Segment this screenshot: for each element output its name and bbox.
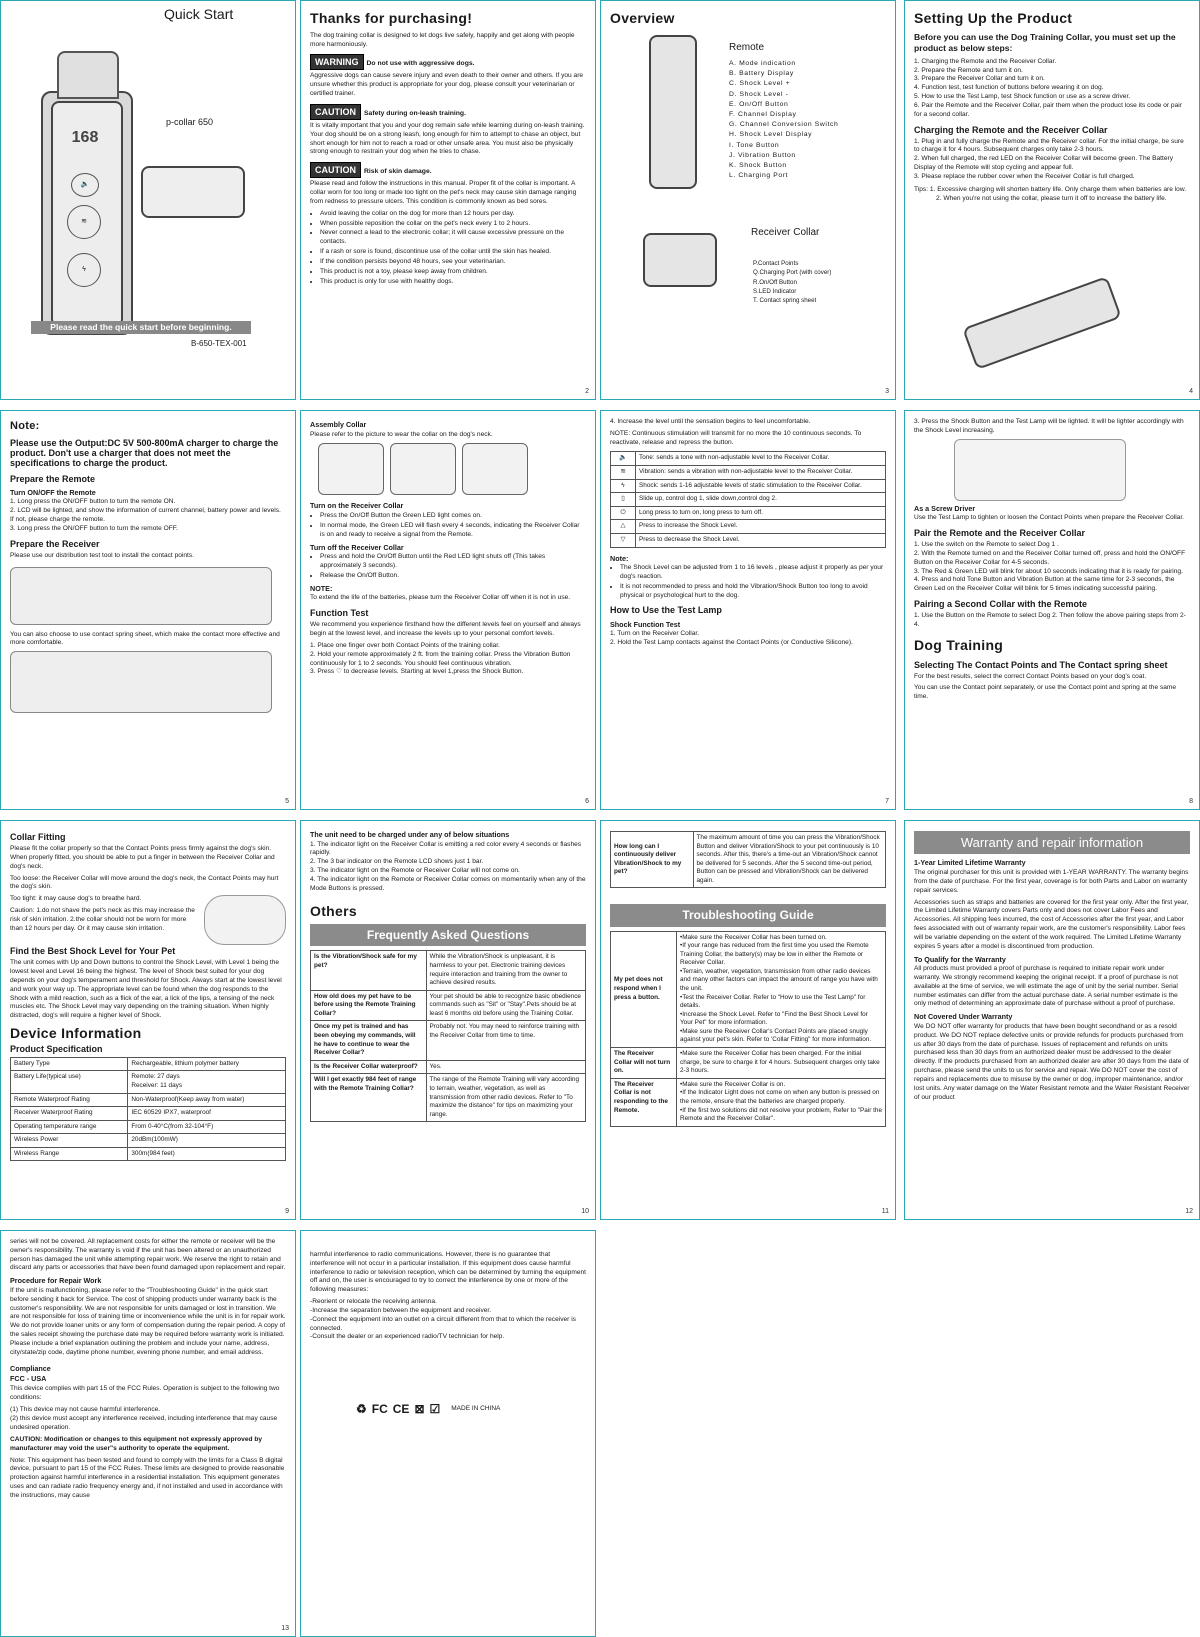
list-item: 2. Hold the Test Lamp contacts against the Contact Points (or Conductive Silicone). bbox=[610, 639, 853, 646]
list-item: J. Vibration Button bbox=[729, 151, 796, 159]
setup-lead: Before you can use the Dog Training Collar, you must set up the product as below steps: bbox=[914, 31, 1176, 54]
list-item: -Reorient or relocate the receiving antenna. bbox=[310, 1298, 437, 1306]
tips: Tips: 1. Excessive charging will shorten battery life. Only charge them when batteries are low. bbox=[914, 185, 1187, 193]
table-row bbox=[11, 1057, 286, 1071]
remote-heading: Remote bbox=[729, 42, 765, 53]
table-row bbox=[611, 452, 886, 466]
level-text: The unit comes with Up and Down buttons to control the Shock Level, with Level 1 being the lowest level and Level 16 being the highest. The level of Shock best suited for your dog depends on your dog's temperament and threshold for Shock. Always start at the lowest level and work your way up. The appropriate level can be found when the dog responds to the Shock with a mild reaction, such as a flick of the ear, a lick of the lips, a tensing of the neck muscles etc. The Shock Level may vary depending on the training situation. When highly distracted, dog's will require a higher level of Shock. bbox=[10, 959, 282, 1020]
list-item: E. On/Off Button bbox=[729, 100, 789, 108]
switch-icon: ▯ bbox=[611, 493, 636, 507]
list-item: R.On/Off Button bbox=[753, 278, 797, 286]
intro-text: The dog training collar is designed to let dogs live safely, happily and get along with people more harmoniously. bbox=[310, 31, 575, 48]
table-row bbox=[611, 466, 886, 480]
shock-button-icon: ϟ bbox=[67, 253, 101, 287]
repair-text: If the unit is malfunctioning, please refer to the "Troubleshooting Guide" in the quick start before sending it back for Service. The cost of shipping products under warranty back is the customer's responsibility. We are not responsible for units damaged or lost in transition. We are not responsible for loss of training time or inconvenience while the unit is in for repair work. We do not provide loaner units or any form of compensation during the repair period. A copy of the sales receipt showing the purchase date may be required before warranty work is initiated. Please include a brief explanation outlining the problem and include your name, address, city/state/zip code, daytime phone number, evening phone number, and email address. bbox=[10, 1286, 286, 1356]
caution-text: CAUTION: Modification or changes to this equipment not expressly approved by manufacturer may void the user"s authority to operate the equipment. bbox=[10, 1436, 263, 1452]
caution-tag: CAUTION bbox=[310, 104, 361, 120]
receiver-diagram bbox=[643, 233, 717, 287]
function-text: We recommend you experience firsthand how the different levels feel on yourself and always begin at the lowest level, and increase the levels up to your personal comfort levels. bbox=[310, 621, 581, 638]
warranty-text: The original purchaser for this unit is provided with 1-YEAR WARRANTY. The warranty begins from the date of purchase. For the first year, coverage is for both Parts and Labor on warranty repair services. bbox=[914, 869, 1189, 894]
list-item: 1. Charging the Remote and the Receiver Collar. bbox=[914, 57, 1057, 65]
page-number: 13 bbox=[281, 1624, 289, 1632]
spec-value: IEC 60529 IPX7, waterproof bbox=[128, 1107, 286, 1121]
list-item: -Increase the separation between the equipment and receiver. bbox=[310, 1306, 492, 1314]
page-number: 7 bbox=[885, 797, 889, 805]
panel-pairing bbox=[904, 410, 1200, 810]
receiver-text: Please use our distribution test tool to install the contact points. bbox=[10, 551, 194, 559]
section-title: Device Information bbox=[10, 1025, 142, 1042]
caution-tag: CAUTION bbox=[310, 162, 361, 178]
table-row bbox=[11, 1093, 286, 1107]
list-item: D. Shock Level - bbox=[729, 90, 789, 98]
troubleshooting-table bbox=[610, 931, 886, 1127]
spec-label: Operating temperature range bbox=[11, 1120, 128, 1134]
warning-title: Do not use with aggressive dogs. bbox=[366, 60, 475, 68]
intro-text: 4. Increase the level until the sensation begins to feel uncomfortable. bbox=[610, 418, 811, 425]
list-item: P.Contact Points bbox=[753, 260, 799, 267]
note-text: Please use the Output:DC 5V 500-800mA charger to charge the product. Don't use a charger that does not meet the specifications to charge the product. bbox=[10, 437, 279, 469]
made-in: MADE IN CHINA bbox=[451, 1404, 501, 1412]
faq-question: Once my pet is trained and has been obeying my commands, will he have to continue to wear the Receiver Collar? bbox=[311, 1021, 427, 1060]
vibration-icon: ≋ bbox=[611, 466, 636, 480]
spec-label: Wireless Range bbox=[11, 1147, 128, 1161]
page-number: 9 bbox=[285, 1207, 289, 1215]
list-item: A. Mode indication bbox=[729, 60, 796, 67]
section-heading: To Qualify for the Warranty bbox=[914, 954, 1006, 964]
table-row bbox=[611, 1048, 886, 1079]
intro-note: NOTE: Continuous stimulation will transmit for no more the 10 continuous seconds. To reactivate, release and repress the button. bbox=[610, 429, 862, 446]
panel-title: Thanks for purchasing! bbox=[310, 10, 473, 26]
section-heading: Selecting The Contact Points and The Contact spring sheet bbox=[914, 659, 1168, 670]
list-item: 3. Please replace the rubber cover when the Receiver Collar is full charged. bbox=[914, 172, 1135, 180]
page-number: 4 bbox=[1189, 387, 1193, 395]
list-item: • The Shock Level can be adjusted from 1 to 16 levels , please adjust it properly as per your dog's reaction. bbox=[620, 564, 886, 582]
warning-heading bbox=[310, 54, 586, 70]
section-heading: Prepare the Receiver bbox=[10, 538, 100, 549]
list-item: 3. Prepare the Receiver Collar and turn it on. bbox=[914, 75, 1045, 83]
sub-heading: Shock Function Test bbox=[610, 619, 681, 629]
section-heading: Charging the Remote and the Receiver Collar bbox=[914, 124, 1108, 135]
page-title: Quick Start bbox=[164, 6, 234, 22]
table-row bbox=[311, 1021, 586, 1060]
list-item: 1. Use the Button on the Remote to select Dog 2. Then follow the above pairing steps from 2-4. bbox=[914, 612, 1186, 629]
spec-value: Non-Waterproof(Keep away from water) bbox=[128, 1093, 286, 1107]
warranty-text: All products must provided a proof of purchase is required to initiate repair work under warranty. We strongly recommend keeping the original receipt. If a proof of purchase is not available at the time of service, we will estimate the age of unit by the serial number. Serial number estimates can differ from the actual purchase date. A serial number estimate is the only method of determining an approximate date of purchase without a proof of purchase. bbox=[914, 965, 1179, 1008]
increase-icon: △ bbox=[611, 520, 636, 534]
warning-tag: WARNING bbox=[310, 54, 364, 70]
caution-title: Safety during on-leash training. bbox=[364, 109, 466, 117]
section-title: Dog Training bbox=[914, 636, 1004, 653]
list-item: T. Contact spring sheet bbox=[753, 297, 817, 305]
vibration-button-icon: ≋ bbox=[67, 205, 101, 239]
ce-mark-icon: CE bbox=[392, 1402, 410, 1416]
section-heading: Pairing a Second Collar with the Remote bbox=[914, 599, 1088, 610]
problem: The Receiver Collar is not responding to the Remote. bbox=[611, 1078, 677, 1126]
table-cell: Vibration: sends a vibration with non-adjustable level to the Receiver Collar. bbox=[636, 466, 886, 480]
table-row bbox=[311, 951, 586, 990]
section-heading: Not Covered Under Warranty bbox=[914, 1012, 1013, 1022]
list-item: 6. Pair the Remote and the Receiver Collar, pair them when the product lose its code or pair for a second collar. bbox=[914, 101, 1182, 118]
solution: •Make sure the Receiver Collar has been turned on. •If your range has reduced from the first time you used the Remote Training Collar, the battery(s) may be low in either the Remote or Receiver Collar. •Terrain, weather, vegetation, transmission from other radio devices and many other factors can impact the amount of range you have with the unit. •Test the Receiver Collar. Refer to "How to use the Test Lamp" for details. •Increase the Shock Level. Refer to "Find the Best Shock Level for Your Pet" for more information. •Make sure the Receiver Collar's Contact Points are placed snugly against your pet's skin. Refer to 'Collar Fitting" for more information. bbox=[677, 931, 886, 1048]
section-heading: Assembly Collar bbox=[310, 420, 367, 429]
screw-text: Use the Test Lamp to tighten or loosen the Contact Points when prepare the Receiver Collar. bbox=[914, 514, 1185, 522]
select-text: You can use the Contact point separately, or use the Contact point and spring at the same time. bbox=[914, 684, 1177, 701]
list-item: 5. How to use the Test Lamp, test Shock function or use as a screw driver. bbox=[914, 93, 1131, 101]
list-item: 2. When full charged, the red LED on the Receiver Collar will become green. The Battery Display of the Remote will stop cycling and appear full. bbox=[914, 155, 1173, 172]
list-item: • If the condition persists beyond 48 hours, see your veterinarian. bbox=[320, 258, 586, 267]
spec-value: From 0-40°C(from 32-104°F) bbox=[128, 1120, 286, 1134]
setup-steps bbox=[914, 58, 1190, 120]
page-number: 11 bbox=[881, 1207, 889, 1215]
panel-quick-start bbox=[0, 0, 296, 400]
section-heading: Function Test bbox=[310, 608, 369, 619]
section-heading: Procedure for Repair Work bbox=[10, 1276, 102, 1286]
spec-value: 20dBm(100mW) bbox=[128, 1134, 286, 1148]
section-heading: As a Screw Driver bbox=[914, 503, 976, 513]
table-row bbox=[11, 1120, 286, 1134]
faq-answer: The range of the Remote Training will vary according to terrain, weather, vegetation, as well as transmission from other radio devices. Refer to "To maximize the distance" for tips on maximizing your range. bbox=[426, 1074, 586, 1122]
section-heading: Pair the Remote and the Receiver Collar bbox=[914, 528, 1086, 539]
sub-heading: Turn ON/OFF the Remote bbox=[10, 487, 96, 497]
note-heading: Note: bbox=[10, 420, 40, 432]
panel-overview bbox=[600, 0, 896, 400]
fcc-condition: (1) This device may not cause harmful interference. bbox=[10, 1405, 161, 1413]
contact-install-illustration bbox=[10, 567, 272, 625]
section-heading: Find the Best Shock Level for Your Pet bbox=[10, 946, 176, 957]
table-row bbox=[611, 493, 886, 507]
product-name: p-collar 650 bbox=[166, 117, 214, 127]
recycle-icon: ♻ bbox=[356, 1402, 367, 1416]
weee-bin-icon: ⊠ bbox=[414, 1402, 425, 1416]
note-heading: Note: bbox=[610, 553, 629, 563]
list-item: 4. Press and hold Tone Button and Vibration Button at the same time for 2-3 seconds, the Green Led on the Receiver Collar will blink for 5 times indicating successful pairing. bbox=[914, 576, 1175, 593]
shock-icon: ϟ bbox=[611, 479, 636, 493]
button-function-table bbox=[610, 451, 886, 547]
table-row bbox=[11, 1134, 286, 1148]
table-row bbox=[311, 1074, 586, 1122]
list-item: 4. The indicator light on the Remote or Receiver Collar comes on momentarily when any of the Mode Buttons is pressed. bbox=[310, 875, 586, 892]
list-item: 1. The indicator light on the Receiver Collar is emitting a red color every 4 seconds or flashes rapidly. bbox=[310, 840, 582, 857]
test-lamp-step: 3. Press the Shock Button and the Test Lamp will be lighted. It will be lighter accordingly with the Shock Level increasing. bbox=[914, 418, 1184, 434]
faq-answer: Your pet should be able to recognize basic obedience commands such as "Sit" or "Stay".Pets should be at least 6 months old before using the Training Collar. bbox=[426, 990, 586, 1021]
faq-banner: Frequently Asked Questions bbox=[310, 924, 586, 946]
tight-text: Too tight: it may cause dog's to breathe hard. bbox=[10, 895, 142, 903]
panel-thanks bbox=[300, 0, 596, 400]
list-item: B. Battery Display bbox=[729, 70, 794, 78]
list-item: -Consult the dealer or an experienced radio/TV technician for help. bbox=[310, 1333, 505, 1341]
section-heading: Turn on the Receiver Collar bbox=[310, 501, 404, 511]
spec-label: Battery Life(typical use) bbox=[11, 1071, 128, 1093]
table-row bbox=[611, 832, 886, 888]
panel-title: Overview bbox=[610, 10, 675, 26]
list-item: L. Charging Port bbox=[729, 172, 789, 180]
faq-question: Is the Vibration/Shock safe for my pet? bbox=[311, 951, 427, 990]
list-item: 2. Hold your remote approximately 2 ft. from the training collar. Press the Vibration Button continuously for 1 to 2 seconds. You should feel continuous vibration. bbox=[310, 650, 571, 667]
section-heading: How to Use the Test Lamp bbox=[610, 605, 722, 616]
page-number: 10 bbox=[581, 1207, 589, 1215]
fit-text: Please fit the collar properly so that the Contact Points press firmly against the dog's skin. When properly fitted, you should be able to put a finger in between the Receiver Collar and dog's neck. bbox=[10, 845, 275, 870]
list-item: G. Channel Conversion Switch bbox=[729, 121, 839, 129]
caution-heading bbox=[310, 104, 586, 120]
list-item: 2. Prepare the Remote and turn it on. bbox=[914, 66, 1023, 74]
list-item: 2. LCD will be lighted, and show the information of current channel, battery power and levels. If not, please charge the remote. bbox=[10, 507, 281, 524]
list-item: 3. Long press the ON/OFF button to turn the remote OFF. bbox=[10, 524, 178, 532]
note-text: Note: This equipment has been tested and found to comply with the limits for a Class B digital device, pursuant to part 15 of the FCC Rules. These limits are designed to provide reasonable protection against harmful interference in a residential installation. This equipment generates uses and can radiate radio frequency energy and, if not installed and used in accordance with the instructions, may cause bbox=[10, 1456, 285, 1499]
list-item: I. Tone Button bbox=[729, 141, 780, 149]
table-row bbox=[311, 990, 586, 1021]
receiver-illustration bbox=[141, 166, 245, 218]
table-cell: Shock: sends 1-16 adjustable levels of static stimulation to the Receiver Collar. bbox=[636, 479, 886, 493]
faq-table bbox=[310, 950, 586, 1122]
list-item: 4. Function test, test function of buttons before wearing it on dog. bbox=[914, 84, 1104, 92]
list-item: S.LED Indicator bbox=[753, 287, 797, 295]
spec-table bbox=[10, 1057, 286, 1162]
spec-label: Receiver Waterproof Rating bbox=[11, 1107, 128, 1121]
list-item: 3. The indicator light on the Remote or Receiver Collar will not come on. bbox=[310, 867, 520, 875]
dog-illustration bbox=[204, 895, 286, 945]
table-row bbox=[611, 1078, 886, 1126]
receiver-heading: Receiver Collar bbox=[751, 227, 820, 238]
receiver-parts-list bbox=[753, 259, 831, 305]
warning-text: Aggressive dogs can cause severe injury and even death to their owner and others. If you are unsure whether this product is appropriate for your dog, please consult your veterinarian or certified trainer. bbox=[310, 72, 584, 98]
remote-diagram bbox=[649, 35, 697, 189]
solution: •Make sure the Receiver Collar is on. •If the Indicator Light does not come on when any button is pressed on the remote, ensure that the batteries are charged properly. •If the first two solutions did not resolve your problem, Refer to "Pair the Remote and the Receiver Collar". bbox=[677, 1078, 886, 1126]
checkmark-icon: ☑ bbox=[429, 1402, 441, 1416]
panel-warranty bbox=[904, 820, 1200, 1220]
list-item: • This product is only for use with healthy dogs. bbox=[320, 278, 586, 287]
spec-value: 300m(984 feet) bbox=[128, 1147, 286, 1161]
list-item: 2. With the Remote turned on and the Receiver Collar turned off, press and hold the ON/OFF Button on the Receiver Collar for 4-5 seconds. bbox=[914, 550, 1186, 566]
panel-assembly bbox=[300, 410, 596, 810]
troubleshooting-banner: Troubleshooting Guide bbox=[610, 904, 886, 926]
solution: •Make sure the Receiver Collar has been charged. For the initial charge, be sure to charge it for 4 hours. Subsequent charges only take 2-3 hours. bbox=[677, 1048, 886, 1079]
caution-text: Please read and follow the instructions in this manual. Proper fit of the collar is important. A collar worn for too long or made too tight on the pet's neck may cause skin damage ranging from redness to pressure ulcers. This condition is commonly known as bed sores. bbox=[310, 180, 577, 205]
warranty-text: We DO NOT offer warranty for products that have been bought secondhand or as a resold product. We DO NOT replace defective units or provide refunds for products purchased from us after 30 days from the date of purchase. Issues of replacement and refunds on units purchased less than 30 days from an authorized dealer must be addressed to the dealer directly. If the products purchased from an authorized dealer are after 30 days from the date of purchase, please send the units to us for service and repair. We DO NOT cover the cost of repairs and replacements due to misuse by the owner or dog, improper maintenance, and/or lost units. Any water damage on the Water Resistant remote and the Water Resistant Receiver of our product bbox=[914, 1022, 1190, 1101]
list-item: H. Shock Level Display bbox=[729, 131, 813, 139]
panel-faq bbox=[300, 820, 596, 1220]
sub-heading: FCC - USA bbox=[10, 1374, 47, 1384]
panel-troubleshooting bbox=[600, 820, 896, 1220]
page-number: 6 bbox=[585, 797, 589, 805]
faq-answer: Yes. bbox=[426, 1060, 586, 1074]
test-lamp-illustration bbox=[954, 439, 1126, 501]
caution-text: It is vitally important that you and your dog remain safe while learning during on-leash training. Your dog should be on a strong leash, long enough for him to attempt to chase an object, but short enough for him not to reach a road or other unsafe area. You must also be physically strong enough to restrain your dog when he tries to chase. bbox=[310, 121, 585, 156]
list-item: Q.Charging Port (with cover) bbox=[753, 269, 832, 277]
lcd-screen: 168 bbox=[71, 129, 99, 146]
faq-question: Is the Receiver Collar waterproof? bbox=[311, 1060, 427, 1074]
caution-title: Risk of skin damage. bbox=[364, 168, 432, 176]
table-cell: Press to decrease the Shock Level. bbox=[636, 533, 886, 547]
section-heading: Turn off the Receiver Collar bbox=[310, 542, 404, 552]
table-row bbox=[611, 506, 886, 520]
section-heading: Prepare the Remote bbox=[10, 473, 96, 484]
list-item: -Connect the equipment into an outlet on a circuit different from that to which the receiver is connected. bbox=[310, 1315, 576, 1332]
faq-answer: While the Vibration/Shock is unpleasant, it is harmless to your pet. Electronic training devices require interaction and training from the owner to achieve desired results. bbox=[426, 951, 586, 990]
tone-icon: 🔈 bbox=[611, 452, 636, 466]
list-item: 1. Long press the ON/OFF button to turn the remote ON. bbox=[10, 498, 176, 506]
document-code: B-650-TEX-001 bbox=[191, 339, 247, 348]
panel-setup bbox=[904, 0, 1200, 400]
page-number: 8 bbox=[1189, 797, 1193, 805]
faq-question: How long can I continuously deliver Vibration/Shock to my pet? bbox=[611, 832, 694, 888]
page-number: 12 bbox=[1185, 1207, 1193, 1215]
spec-label: Battery Type bbox=[11, 1057, 128, 1071]
warranty-text: series will not be covered. All replacement costs for either the remote or receiver will be the owner's responsibility. The warranty is void if the unit has been altered or an unauthorized person has damaged the unit while attempting repair work. We reserve the right to retain and discard any parts or accessories that have been found damaged upon replacement and repair. bbox=[10, 1238, 286, 1272]
list-item: • Avoid leaving the collar on the dog for more than 12 hours per day. bbox=[320, 210, 586, 219]
certification-marks bbox=[356, 1401, 500, 1417]
table-row bbox=[611, 533, 886, 547]
table-cell: Long press to turn on, long press to turn off. bbox=[636, 506, 886, 520]
list-item: • Press and hold the On/Off Button until the Red LED light shuts off (This takes approximately 3 seconds). bbox=[320, 553, 586, 571]
page-number: 5 bbox=[285, 797, 289, 805]
spring-sheet-illustration bbox=[10, 651, 272, 713]
note-text: To extend the life of the batteries, please turn the Receiver Collar off when it is not in use. bbox=[310, 594, 571, 602]
page-number: 2 bbox=[585, 387, 589, 395]
quick-start-banner: Please read the quick start before beginning. bbox=[31, 321, 251, 334]
list-item: F. Channel Display bbox=[729, 110, 797, 118]
power-icon: ⏻ bbox=[611, 506, 636, 520]
list-item: • It is not recommended to press and hold the Vibration/Shock Button too long to avoid physical or psychological hurt to the dog. bbox=[620, 583, 886, 601]
select-text: For the best results, select the correct Contact Points based on your dog's coat. bbox=[914, 672, 1147, 680]
panel-fcc bbox=[300, 1230, 596, 1637]
warranty-text: Accessories such as straps and batteries are covered for the first year only. After the first year, the Limited Lifetime Warranty covers Parts only and does not cover Labor Fees and Accessories. All shipping fees incurred, the cost of Accessories after the first year, and Labor fees associated with out of warranty repair work, are the customer's responsibility. Labor fees will be variable depending on the extent of the work required. The Limited Lifetime Warranty expires 5 years after a model is discontinued from production. bbox=[914, 898, 1189, 950]
table-row bbox=[11, 1107, 286, 1121]
problem: The Receiver Collar will not turn on. bbox=[611, 1048, 677, 1079]
panel-title: Setting Up the Product bbox=[914, 10, 1073, 26]
table-cell: Slide up, control dog 1, slide down,control dog 2. bbox=[636, 493, 886, 507]
fcc-mark-icon: FC bbox=[371, 1402, 388, 1416]
faq-question: How old does my pet have to be before using the Remote Training Collar? bbox=[311, 990, 427, 1021]
table-cell: Press to increase the Shock Level. bbox=[636, 520, 886, 534]
remote-illustration bbox=[41, 91, 133, 335]
warranty-banner: Warranty and repair information bbox=[914, 831, 1190, 854]
faq-answer: Probably not. You may need to reinforce training with the Receiver Collar from time to time. bbox=[426, 1021, 586, 1060]
fcc-text: This device complies with part 15 of the FCC Rules. Operation is subject to the following two conditions: bbox=[10, 1384, 280, 1401]
list-item: • Press the On/Off Button the Green LED light comes on. bbox=[320, 512, 586, 521]
panel-fitting bbox=[0, 820, 296, 1220]
list-item: • This product is not a toy, please keep away from children. bbox=[320, 268, 586, 277]
list-item: 1. Place one finger over both Contact Points of the training collar. bbox=[310, 641, 500, 649]
spring-text: You can also choose to use contact spring sheet, which make the contact more effective and more comfortable. bbox=[10, 630, 280, 647]
section-heading: 1-Year Limited Lifetime Warranty bbox=[914, 858, 1026, 868]
decrease-icon: ▽ bbox=[611, 533, 636, 547]
section-heading: Collar Fitting bbox=[10, 832, 66, 842]
faq-table bbox=[610, 831, 886, 888]
panel-prepare bbox=[0, 410, 296, 810]
panel-compliance bbox=[0, 1230, 296, 1637]
page-number: 3 bbox=[885, 387, 889, 395]
table-row bbox=[11, 1071, 286, 1093]
list-item: • In normal mode, the Green LED will flash every 4 seconds, indicating the Receiver Collar is on and ready to receive a signal from the Remote. bbox=[320, 522, 586, 540]
list-item: 1. Plug in and fully charge the Remote and the Receiver collar. For the initial charge, be sure to charge it for 4 hours. Subsequent charges only take 2-3 hours. bbox=[914, 137, 1184, 154]
list-item: • When possible reposition the collar on the pet's neck every 1 to 2 hours. bbox=[320, 220, 586, 229]
fcc-condition: (2) this device must accept any interference received, including interference that may cause undesired operation. bbox=[10, 1415, 278, 1432]
table-row bbox=[611, 479, 886, 493]
tone-button-icon: 🔈 bbox=[71, 173, 99, 197]
list-item: 3. Press ♡ to decrease levels. Starting at level 1,press the Shock Button. bbox=[310, 668, 524, 676]
tips: 2. When you're not using the collar, please turn it off to increase the battery life. bbox=[936, 194, 1167, 202]
faq-question: Will I get exactly 984 feet of range with the Remote Training Collar? bbox=[311, 1074, 427, 1122]
list-item: 2. The 3 bar indicator on the Remote LCD shows just 1 bar. bbox=[310, 858, 484, 866]
charging-illustration bbox=[962, 276, 1122, 370]
fcc-text: harmful interference to radio communications. However, there is no guarantee that interference will not occur in a particular installation. If this equipment does cause harmful interference to radio or television reception, which can be determined by turning the equipment off and on, the user is encouraged to try to correct the interference by one or more of the following measures: bbox=[310, 1251, 587, 1294]
list-item: 1. Use the switch on the Remote to select Dog 1 . bbox=[914, 541, 1059, 549]
table-row bbox=[611, 931, 886, 1048]
section-heading: Product Specification bbox=[10, 1043, 103, 1054]
list-item: • Release the On/Off Button. bbox=[320, 572, 586, 581]
spec-value: Rechargeable, lithium polymer battery bbox=[128, 1057, 286, 1071]
safety-list bbox=[310, 210, 586, 287]
remote-parts-list bbox=[729, 59, 838, 181]
panel-buttons bbox=[600, 410, 896, 810]
list-item: C. Shock Level + bbox=[729, 80, 791, 88]
problem: My pet does not respond when I press a button. bbox=[611, 931, 677, 1048]
list-item: K. Shock Button bbox=[729, 161, 787, 169]
faq-answer: The maximum amount of time you can press the Vibration/Shock Button and deliver Vibration/Shock to your pet continuously is 10 seconds. After this, there's a time-out an Vibration/Shock cannot be delivered for 5 seconds. After the 5 second time-out period, Button can be pressed and Vibration/Shock can be delivered again. bbox=[693, 832, 886, 888]
assembly-text: Please refer to the picture to wear the collar on the dog's neck. bbox=[310, 430, 493, 438]
loose-text: Too loose: the Receiver Collar will move around the dog's neck, the Contact Points may hurt the dog's skin. bbox=[10, 874, 279, 891]
table-row bbox=[311, 1060, 586, 1074]
table-row bbox=[611, 520, 886, 534]
note-heading: NOTE: bbox=[310, 583, 333, 593]
list-item: 3. The Red & Green LED will blink for about 10 seconds indicating that it is ready for pairing. bbox=[914, 567, 1183, 575]
table-row bbox=[11, 1147, 286, 1161]
list-item: • Never connect a lead to the electronic collar; it will cause excessive pressure on the contacts. bbox=[320, 229, 586, 247]
spec-label: Wireless Power bbox=[11, 1134, 128, 1148]
spec-label: Remote Waterproof Rating bbox=[11, 1093, 128, 1107]
list-item: • If a rash or sore is found, discontinue use of the collar until the skin has healed. bbox=[320, 248, 586, 257]
collar-illustrations bbox=[318, 443, 586, 495]
caution-heading bbox=[310, 162, 586, 178]
table-cell: Tone: sends a tone with non-adjustable level to the Receiver Collar. bbox=[636, 452, 886, 466]
section-heading: Compliance bbox=[10, 1363, 51, 1373]
caution-text: Caution: 1.do not shave the pet's neck as this may increase the risk of skin irritation. 2.the collar should not be worn for more than 12 hours per day. Or it may cause skin irritation. bbox=[10, 907, 195, 932]
spec-value: Remote: 27 days Receiver: 11 days bbox=[128, 1071, 286, 1093]
list-item: 1. Turn on the Receiver Collar. bbox=[610, 630, 700, 638]
section-title: Others bbox=[310, 902, 357, 919]
section-heading: The unit need to be charged under any of below situations bbox=[310, 830, 510, 839]
